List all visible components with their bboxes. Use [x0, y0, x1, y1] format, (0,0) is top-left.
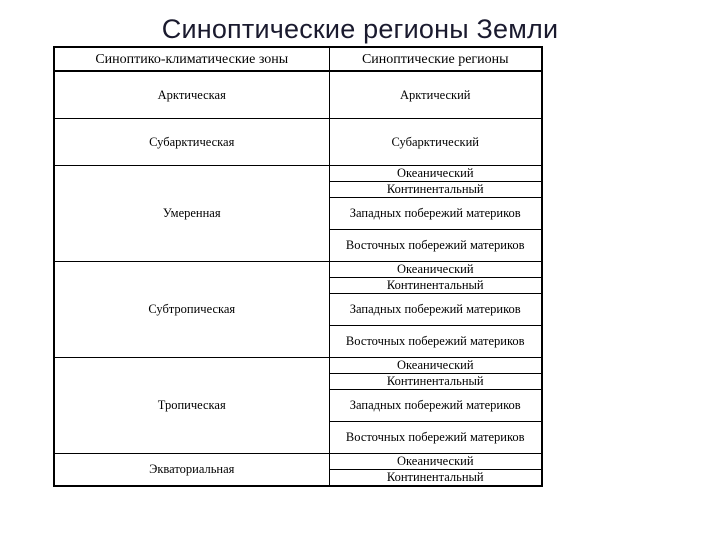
- region-cell: Континентальный: [329, 470, 542, 487]
- synoptic-regions-table: [53, 46, 543, 487]
- region-cell: Континентальный: [329, 374, 542, 390]
- table-body: [54, 71, 542, 486]
- region-cell: Восточных побережий материков: [329, 422, 542, 454]
- table-row: [54, 119, 542, 166]
- zone-cell: Субтропическая: [54, 262, 329, 358]
- region-cell: Восточных побережий материков: [329, 326, 542, 358]
- region-cell: Океанический: [329, 454, 542, 470]
- region-cell: Восточных побережий материков: [329, 230, 542, 262]
- region-cell: Океанический: [329, 358, 542, 374]
- table-row: [54, 454, 542, 470]
- region-cell: Западных побережий материков: [329, 198, 542, 230]
- region-cell: Западных побережий материков: [329, 294, 542, 326]
- region-cell: Континентальный: [329, 182, 542, 198]
- region-cell: Континентальный: [329, 278, 542, 294]
- region-cell: Западных побережий материков: [329, 390, 542, 422]
- table-row: [54, 71, 542, 119]
- region-cell: Океанический: [329, 262, 542, 278]
- zone-cell: Умеренная: [54, 166, 329, 262]
- region-cell: Океанический: [329, 166, 542, 182]
- table-row: [54, 262, 542, 278]
- zone-cell: Арктическая: [54, 71, 329, 119]
- region-cell: Субарктический: [329, 119, 542, 166]
- page-title: Синоптические регионы Земли: [161, 14, 559, 44]
- zone-cell: Экваториальная: [54, 454, 329, 487]
- table-row: [54, 166, 542, 182]
- header-zones: Синоптико-климатические зоны: [54, 47, 329, 71]
- table-row: [54, 358, 542, 374]
- header-regions: Синоптические регионы: [329, 47, 542, 71]
- zone-cell: Тропическая: [54, 358, 329, 454]
- table-header-row: [54, 47, 542, 71]
- region-cell: Арктический: [329, 71, 542, 119]
- zone-cell: Субарктическая: [54, 119, 329, 166]
